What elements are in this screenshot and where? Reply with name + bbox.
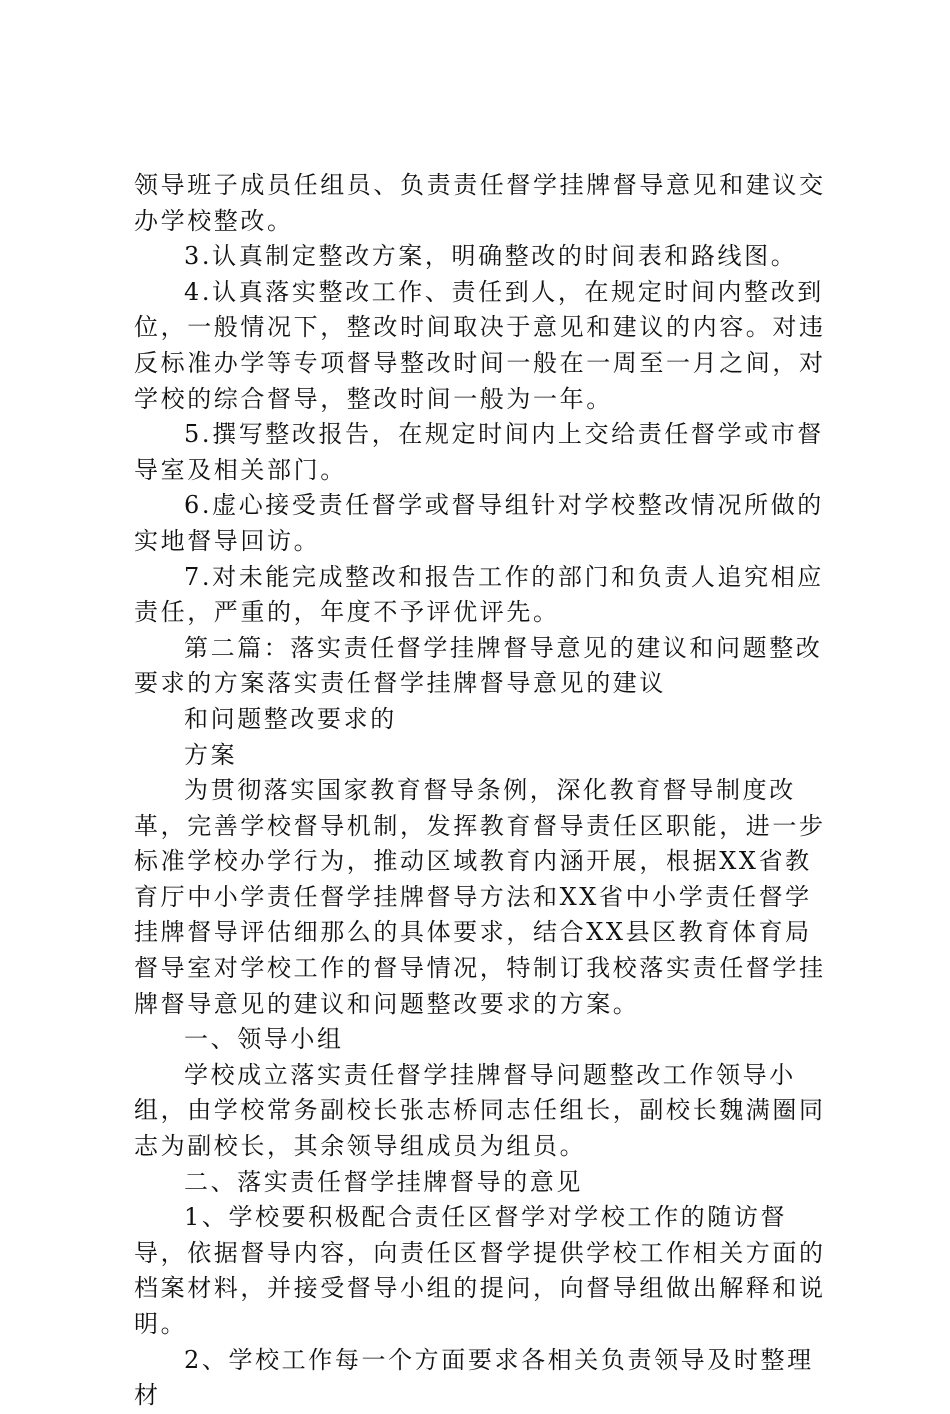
paragraph-item-5: 5.撰写整改报告，在规定时间内上交给责任督学或市督导室及相关部门。	[134, 420, 824, 484]
heading-leadership-group: 一、领导小组	[184, 1025, 344, 1054]
paragraph-leadership-continued: 领导班子成员任组员、负责责任督学挂牌督导意见和建议交办学校整改。	[134, 171, 826, 235]
paragraph-item-3: 3.认真制定整改方案，明确整改的时间表和路线图。	[184, 242, 798, 271]
paragraph-opinion-2: 2、学校工作每一个方面要求各相关负责领导及时整理材	[134, 1345, 814, 1410]
paragraph-item-4: 4.认真落实整改工作、责任到人，在规定时间内整改到位，一般情况下，整改时间取决于意见和建议的内容。对违反标准办学等专项督导整改时间一般在一周至一月之间，对学校的综合督导，整改时间一般为一年。	[134, 277, 826, 413]
paragraph-intro: 为贯彻落实国家教育督导条例，深化教育督导制度改革，完善学校督导机制，发挥教育督导责任区职能，进一步标准学校办学行为，推动区域教育内涵开展，根据XX省教育厅中小学责任督学挂牌督导方法和XX省中小学责任督学挂牌督导评估细那么的具体要求，结合XX县区教育体育局督导室对学校工作的督导情况，特制订我校落实责任督学挂牌督导意见的建议和问题整改要求的方案。	[134, 776, 826, 1018]
paragraph-leadership-group: 学校成立落实责任督学挂牌督导问题整改工作领导小组，由学校常务副校长张志桥同志任组长，副校长魏满圈同志为副校长，其余领导组成员为组员。	[134, 1060, 826, 1161]
section-title-continued: 和问题整改要求的	[184, 704, 397, 733]
section-title-end: 方案	[184, 740, 238, 769]
document-body	[134, 168, 834, 1414]
heading-implementation-opinions: 二、落实责任督学挂牌督导的意见	[184, 1167, 583, 1196]
paragraph-opinion-1: 1、学校要积极配合责任区督学对学校工作的随访督导，依据督导内容，向责任区督学提供学校工作相关方面的档案材料，并接受督导小组的提问，向督导组做出解释和说明。	[134, 1203, 826, 1338]
section-title-part-two: 第二篇：落实责任督学挂牌督导意见的建议和问题整改要求的方案落实责任督学挂牌督导意见的建议	[134, 633, 823, 698]
paragraph-item-7: 7.对未能完成整改和报告工作的部门和负责人追究相应责任，严重的，年度不予评优评先。	[134, 562, 824, 627]
paragraph-item-6: 6.虚心接受责任督学或督导组针对学校整改情况所做的实地督导回访。	[134, 491, 824, 555]
